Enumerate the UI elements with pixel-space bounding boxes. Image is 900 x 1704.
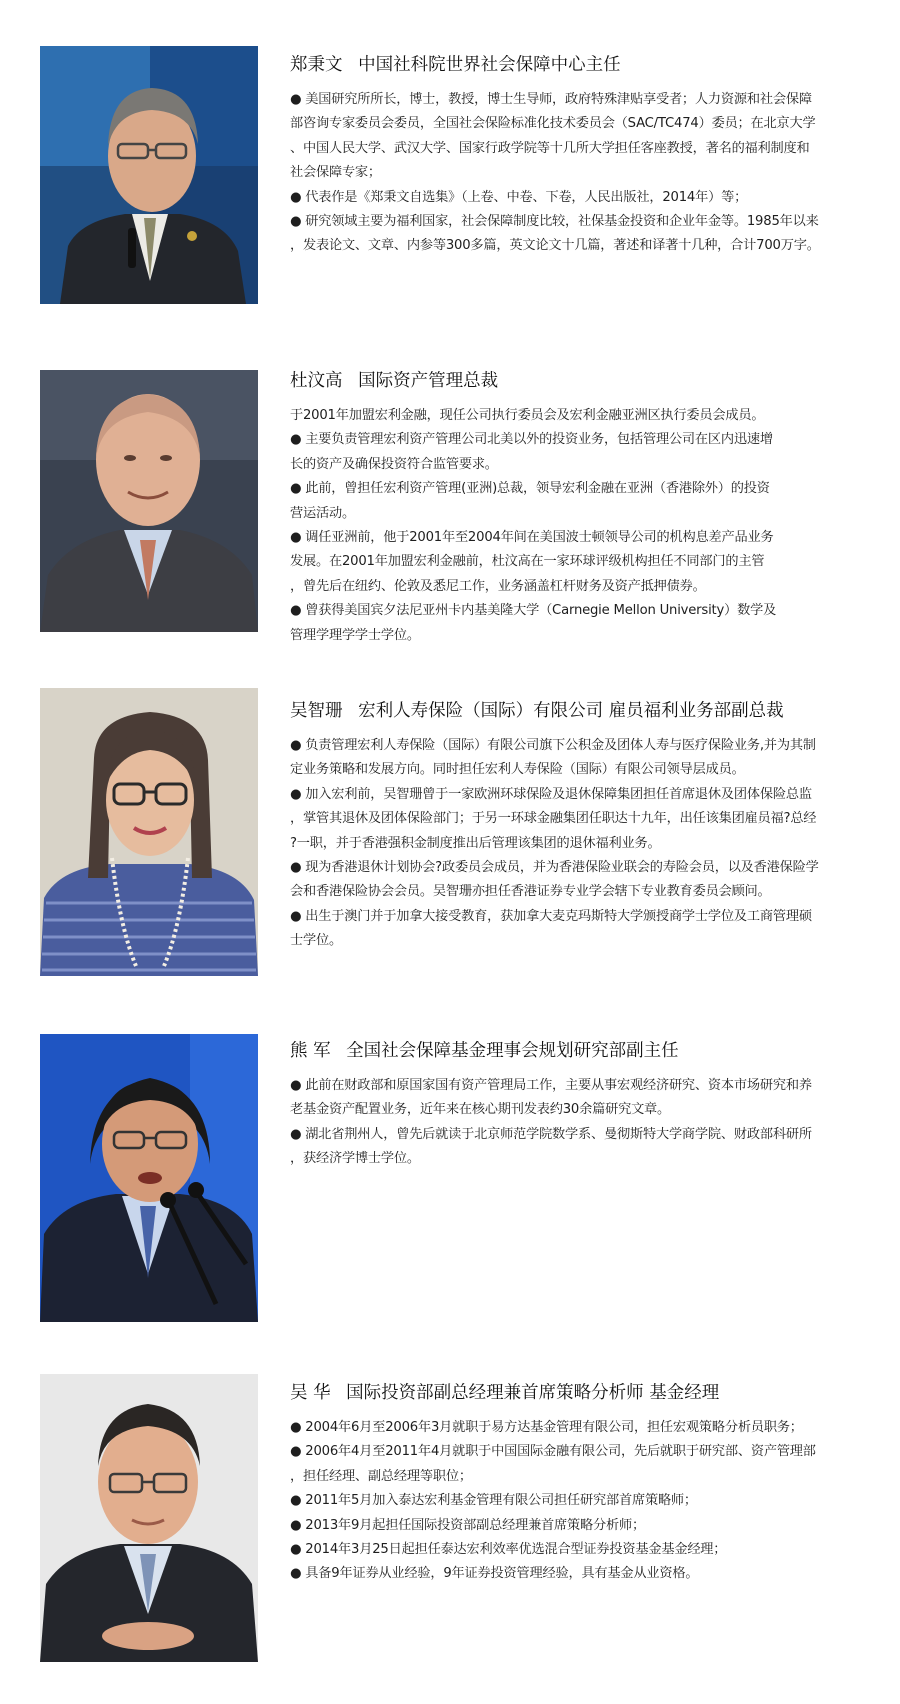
bio-line: ● 曾获得美国宾夕法尼亚州卡内基美隆大学（Carnegie Mellon University）数学及 — [290, 603, 777, 619]
speaker-bio — [290, 1074, 870, 1172]
bio-line: 于2001年加盟宏利金融，现任公司执行委员会及宏利金融亚洲区执行委员会成员。 — [290, 408, 765, 423]
speaker-heading — [290, 368, 870, 394]
bio-line: ，发表论文、文章、内参等300多篇，英文论文十几篇，著述和译著十几种，合计700万字。 — [290, 238, 820, 254]
speaker-heading — [290, 698, 870, 724]
bio-line: ● 负责管理宏利人寿保险（国际）有限公司旗下公积金及团体人寿与医疗保险业务,并为其制 — [290, 738, 816, 753]
bio-line: 士学位。 — [290, 933, 342, 949]
bio-line: 、中国人民大学、武汉大学、国家行政学院等十几所大学担任客座教授，著名的福利制度和 — [290, 140, 810, 156]
speaker-photo — [40, 688, 258, 976]
speaker-card — [0, 688, 900, 978]
bio-line: ● 2006年4月至2011年4月就职于中国国际金融有限公司，先后就职于研究部、资产管理部 — [290, 1444, 816, 1460]
bio-line: 部咨询专家委员会委员，全国社会保险标准化技术委员会（SAC/TC474）委员；在北京大学 — [290, 116, 816, 132]
bio-line: ● 2011年5月加入泰达宏利基金管理有限公司担任研究部首席策略师； — [290, 1493, 697, 1509]
bio-line: ● 2013年9月起担任国际投资部副总经理兼首席策略分析师； — [290, 1517, 645, 1533]
bio-line: ● 此前在财政部和原国家国有资产管理局工作，主要从事宏观经济研究、资本市场研究和养 — [290, 1078, 812, 1093]
bio-line: ● 具备9年证券从业经验，9年证券投资管理经验，具有基金从业资格。 — [290, 1566, 699, 1582]
bio-line: ，掌管其退休及团体保险部门；于另一环球金融集团任职达十九年，出任该集团雇员福?总经 — [290, 811, 817, 827]
bio-line: 长的资产及确保投资符合监管要求。 — [290, 456, 498, 472]
speaker-heading — [290, 52, 870, 78]
bio-line: 发展。在2001年加盟宏利金融前，杜汶高在一家环球评级机构担任不同部门的主管 — [290, 554, 765, 570]
bio-line: ● 加入宏利前，吴智珊曾于一家欧洲环球保险及退休保障集团担任首席退休及团体保险总监 — [290, 786, 812, 802]
speaker-name: 熊 军 — [290, 1041, 331, 1061]
bio-line: ● 出生于澳门并于加拿大接受教育，获加拿大麦克玛斯特大学颁授商学士学位及工商管理硕 — [290, 908, 812, 924]
bio-line: 管理学理学学士学位。 — [290, 627, 420, 643]
speaker-name: 吴智珊 — [290, 701, 343, 721]
bio-line: ，曾先后在纽约、伦敦及悉尼工作，业务涵盖杠杆财务及资产抵押债券。 — [290, 578, 706, 594]
speaker-heading — [290, 1038, 870, 1064]
speaker-name: 郑秉文 — [290, 55, 343, 75]
speaker-title: 全国社会保障基金理事会规划研究部副主任 — [346, 1041, 679, 1061]
speaker-info — [290, 1038, 870, 1172]
bio-line: ● 调任亚洲前，他于2001年至2004年间在美国波士顿领导公司的机构息差产品业务 — [290, 530, 774, 546]
speaker-card — [0, 1374, 900, 1664]
bio-line: ● 主要负责管理宏利资产管理公司北美以外的投资业务，包括管理公司在区内迅速增 — [290, 432, 773, 448]
bio-line: 会和香港保险协会会员。吴智珊亦担任香港证券专业学会辖下专业教育委员会顾问。 — [290, 884, 771, 900]
bio-line: ● 美国研究所所长，博士，教授，博士生导师，政府特殊津贴享受者；人力资源和社会保障 — [290, 92, 812, 107]
bio-line: 定业务策略和发展方向。同时担任宏利人寿保险（国际）有限公司领导层成员。 — [290, 762, 745, 778]
speaker-heading — [290, 1380, 870, 1406]
bio-line: 社会保障专家； — [290, 165, 381, 181]
speaker-title: 国际资产管理总裁 — [358, 371, 499, 391]
speaker-bio — [290, 88, 870, 259]
speaker-title: 宏利人寿保险（国际）有限公司 雇员福利业务部副总裁 — [358, 701, 784, 721]
speaker-info — [290, 368, 870, 648]
speaker-name: 杜汶高 — [290, 371, 343, 391]
speaker-name: 吴 华 — [290, 1383, 331, 1403]
speaker-title: 中国社科院世界社会保障中心主任 — [358, 55, 621, 75]
speaker-photo — [40, 46, 258, 304]
bio-line: ● 2004年6月至2006年3月就职于易方达基金管理有限公司，担任宏观策略分析员职务； — [290, 1420, 803, 1435]
speaker-photo — [40, 370, 258, 632]
speaker-card — [0, 46, 900, 306]
bio-line: 营运活动。 — [290, 505, 355, 521]
bio-line: ，担任经理、副总经理等职位； — [290, 1468, 472, 1484]
speaker-info — [290, 1380, 870, 1587]
speaker-card — [0, 1034, 900, 1324]
bio-line: ?一职，并于香港强积金制度推出后管理该集团的退休福利业务。 — [290, 835, 661, 851]
bio-line: ，获经济学博士学位。 — [290, 1151, 420, 1167]
speaker-info — [290, 698, 870, 954]
speaker-photo — [40, 1034, 258, 1322]
bio-line: ● 现为香港退休计划协会?政委员会成员，并为香港保险业联会的寿险会员，以及香港保险学 — [290, 860, 819, 876]
bio-line: ● 此前，曾担任宏利资产管理(亚洲)总裁，领导宏利金融在亚洲（香港除外）的投资 — [290, 481, 770, 497]
bio-line: 老基金资产配置业务，近年来在核心期刊发表约30余篇研究文章。 — [290, 1102, 671, 1118]
speaker-bio — [290, 734, 870, 954]
bio-line: ● 代表作是《郑秉文自选集》（上卷、中卷、下卷，人民出版社，2014年）等； — [290, 189, 748, 205]
speaker-card — [0, 370, 900, 643]
speaker-title: 国际投资部副总经理兼首席策略分析师 基金经理 — [346, 1383, 720, 1403]
speaker-info — [290, 52, 870, 259]
bio-line: ● 湖北省荆州人，曾先后就读于北京师范学院数学系、曼彻斯特大学商学院、财政部科研所 — [290, 1126, 812, 1142]
bio-line: ● 研究领域主要为福利国家，社会保障制度比较，社保基金投资和企业年金等。1985年以来 — [290, 214, 819, 230]
speaker-photo — [40, 1374, 258, 1662]
speaker-bio — [290, 404, 870, 648]
bio-line: ● 2014年3月25日起担任泰达宏利效率优选混合型证券投资基金基金经理； — [290, 1542, 727, 1558]
speaker-bio — [290, 1416, 870, 1587]
